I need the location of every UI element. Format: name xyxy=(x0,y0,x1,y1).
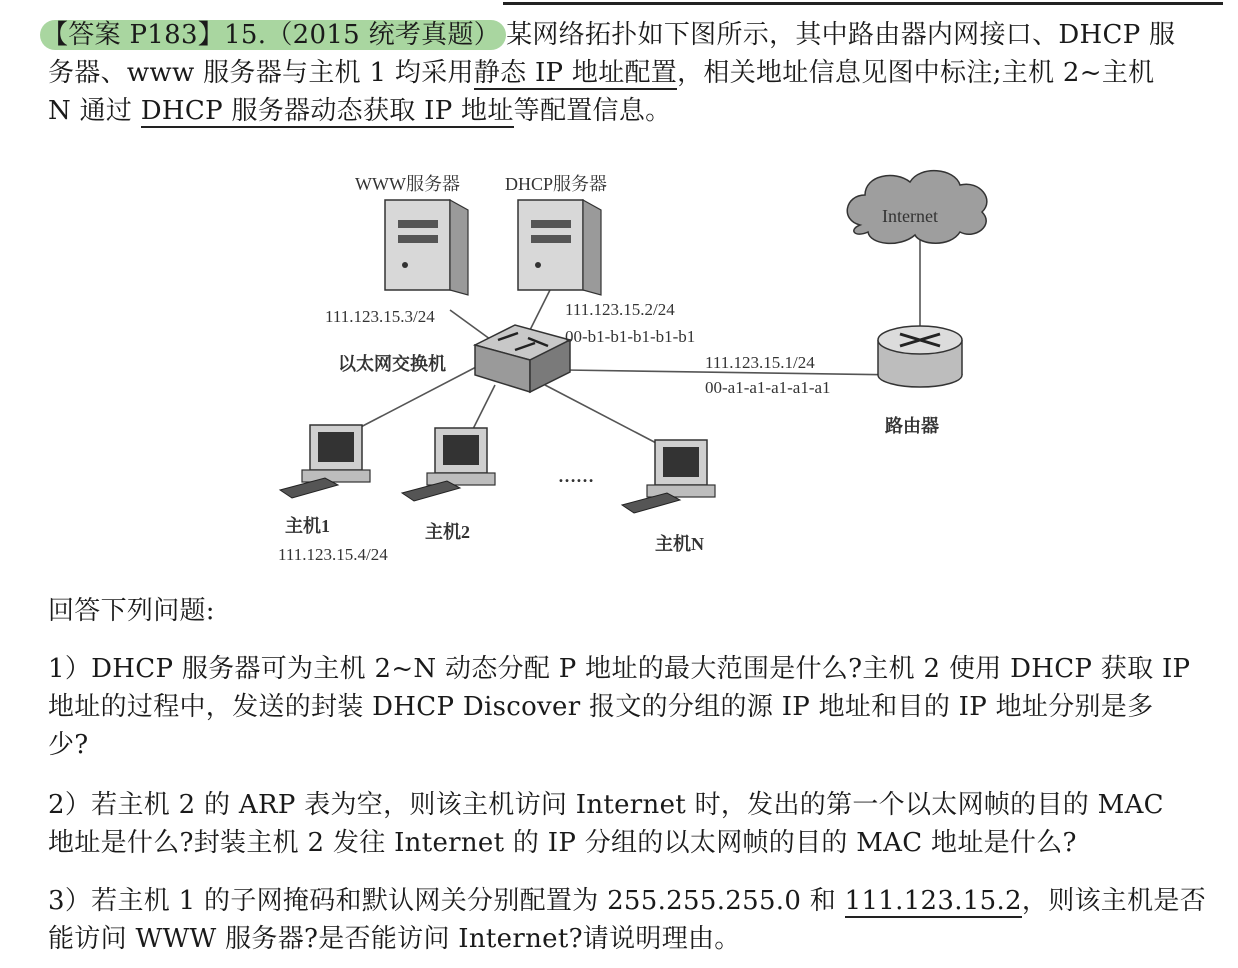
q2-line2: 地址是什么?封装主机 2 发往 Internet 的 IP 分组的以太网帧的目的 MAC 地址是什么? xyxy=(48,828,1077,858)
statement-line3a: N 通过 xyxy=(48,96,141,126)
q3-line1b: ，则该主机是否 xyxy=(1021,886,1207,916)
statement-line1: 某网络拓扑如下图所示，其中路由器内网接口、DHCP 服 xyxy=(506,20,1176,50)
host2-pc-icon xyxy=(402,428,495,501)
top-rule xyxy=(503,2,1223,5)
www-server-icon xyxy=(385,200,468,295)
host1-pc-icon xyxy=(280,425,370,498)
dhcp-mac-label: 00-b1-b1-b1-b1-b1 xyxy=(565,327,696,346)
answer-tag: 【答案 P183】15.（2015 统考真题） xyxy=(40,20,506,50)
gateway-underline: 111.123.15.2 xyxy=(844,886,1022,916)
hostn-pc-icon xyxy=(622,440,715,513)
q1-line1: 1）DHCP 服务器可为主机 2~N 动态分配 P 地址的最大范围是什么?主机 2 使用 DHCP 获取 IP xyxy=(48,654,1191,684)
network-topology-diagram xyxy=(270,160,990,580)
www-ip-label: 111.123.15.3/24 xyxy=(325,307,435,326)
question-3 xyxy=(48,882,1223,958)
host2-label: 主机2 xyxy=(425,522,470,542)
static-ip-underline: 静态 IP 地址配置 xyxy=(473,58,678,88)
q1-line3: 少? xyxy=(48,730,89,760)
q3-line2: 能访问 WWW 服务器?是否能访问 Internet?请说明理由。 xyxy=(48,924,741,954)
dhcp-server-label: DHCP服务器 xyxy=(505,174,608,194)
host1-label: 主机1 xyxy=(285,516,330,536)
question-1 xyxy=(48,650,1223,764)
problem-statement xyxy=(42,16,1223,130)
statement-line2a: 务器、www 服务器与主机 1 均采用 xyxy=(48,58,474,88)
host1-ip-label: 111.123.15.4/24 xyxy=(278,545,388,564)
q1-line2: 地址的过程中，发送的封装 DHCP Discover 报文的分组的源 IP 地址和目的 IP 地址分别是多 xyxy=(48,692,1154,722)
q2-line1: 2）若主机 2 的 ARP 表为空，则该主机访问 Internet 时，发出的第一个以太网帧的目的 MAC xyxy=(48,790,1164,820)
dhcp-underline: DHCP 服务器动态获取 IP 地址 xyxy=(140,96,514,126)
statement-line2b: ，相关地址信息见图中标注;主机 2~主机 xyxy=(677,58,1155,88)
ellipsis-label: …… xyxy=(558,466,594,486)
internet-label: Internet xyxy=(882,206,938,226)
dhcp-ip-label: 111.123.15.2/24 xyxy=(565,300,675,319)
www-server-label: WWW服务器 xyxy=(355,174,460,194)
hostn-label: 主机N xyxy=(655,534,704,554)
router-label: 路由器 xyxy=(885,416,939,436)
statement-line3b: 等配置信息。 xyxy=(513,96,672,126)
switch-label: 以太网交换机 xyxy=(338,354,446,374)
router-ip-label: 111.123.15.1/24 xyxy=(705,353,815,372)
intro-text: 回答下列问题: xyxy=(48,596,215,626)
questions-intro xyxy=(48,592,1223,630)
dhcp-server-icon xyxy=(518,200,601,295)
ethernet-switch-icon xyxy=(475,325,570,392)
question-2 xyxy=(48,786,1223,862)
router-mac-label: 00-a1-a1-a1-a1-a1 xyxy=(705,378,831,397)
q3-line1a: 3）若主机 1 的子网掩码和默认网关分别配置为 255.255.255.0 和 xyxy=(48,886,845,916)
router-icon xyxy=(878,326,962,387)
